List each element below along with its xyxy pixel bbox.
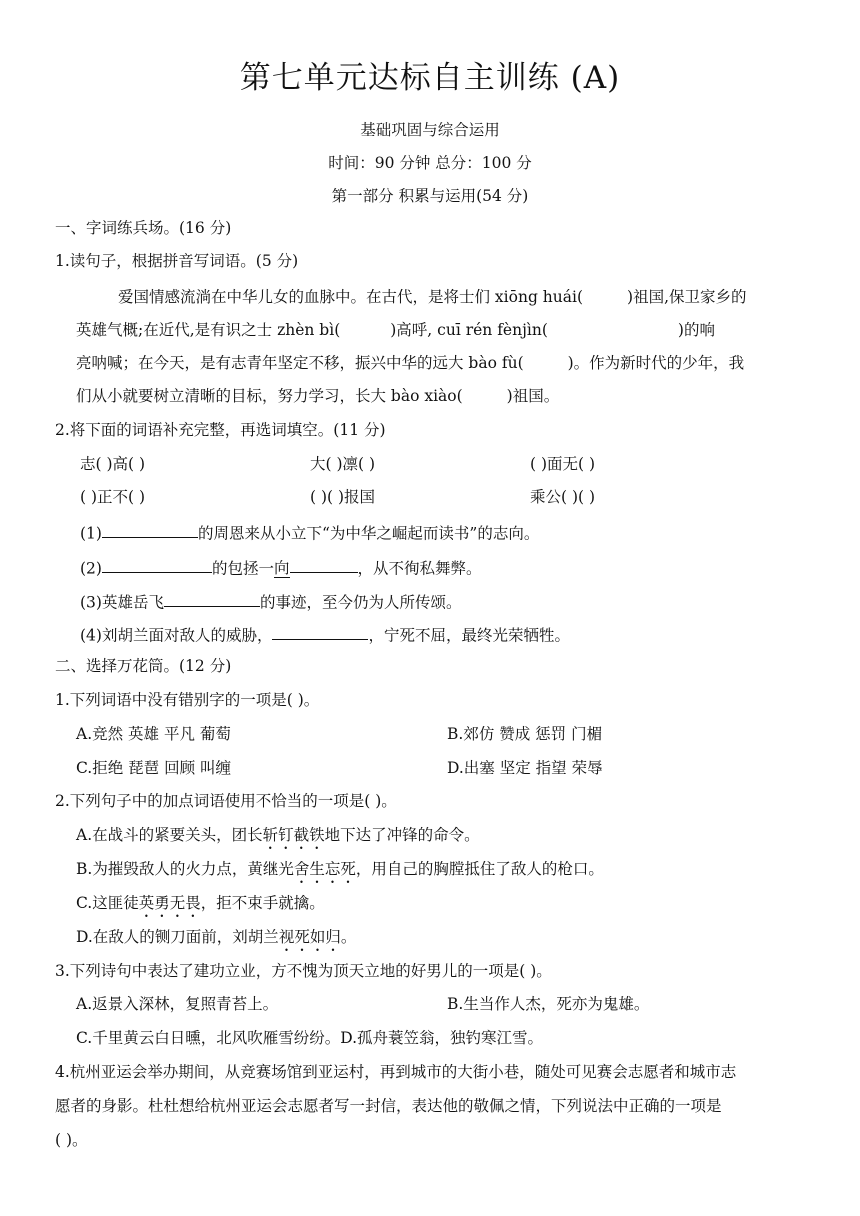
mc1-option-b[interactable]: B.郊仿 赞成 惩罚 门楣: [447, 725, 603, 743]
idiom-3[interactable]: ( )面无( ): [530, 455, 596, 473]
mc4-line-2: 愿者的身影。杜杜想给杭州亚运会志愿者写一封信，表达他的敬佩之情，下列说法中正确的一项是: [55, 1097, 722, 1115]
answer-blank[interactable]: [102, 521, 198, 538]
idiom-2[interactable]: 大( )凛( ): [310, 455, 376, 473]
mc3-option-b[interactable]: B.生当作人杰，死亦为鬼雄。: [447, 995, 650, 1013]
mc4-line-1: 4.杭州亚运会举办期间，从竞赛场馆到亚运村，再到城市的大街小巷，随处可见赛会志愿者和城市志: [55, 1063, 737, 1081]
idiom-5[interactable]: ( )( )报国: [310, 488, 376, 506]
q1-prompt: 1.读句子，根据拼音写词语。(5 分): [55, 252, 299, 270]
idiom-4[interactable]: ( )正不( ): [80, 488, 146, 506]
q1-line-4: 们从小就要树立清晰的目标，努力学习，长大 bào xiào( )祖国。: [76, 387, 560, 405]
answer-blank[interactable]: [272, 623, 368, 640]
idiom-1[interactable]: 志( )高( ): [80, 455, 146, 473]
fill-sentence-4: (4)刘胡兰面对敌人的威胁， ，宁死不屈，最终光荣牺牲。: [80, 623, 570, 645]
fill-sentence-2: (2) 的包拯一向 ，从不徇私舞弊。: [80, 556, 482, 578]
section1-heading: 一、字词练兵场。(16 分): [55, 219, 232, 237]
fill-sentence-1: (1) 的周恩来从小立下“为中华之崛起而读书”的志向。: [80, 521, 539, 543]
time-score-line: 时间：90 分钟 总分：100 分: [328, 154, 532, 172]
idiom-6[interactable]: 乘公( )( ): [530, 488, 596, 506]
part-one-heading: 第一部分 积累与运用(54 分): [331, 187, 529, 205]
answer-blank[interactable]: [290, 556, 358, 573]
mc1-option-c[interactable]: C.拒绝 琵琶 回顾 叫缠: [76, 759, 232, 777]
q1-line-3: 亮呐喊；在今天，是有志青年坚定不移，振兴中华的远大 bào fù( )。作为新时代的少年，我: [76, 354, 745, 372]
answer-blank[interactable]: [164, 590, 260, 607]
q1-line-1: 爱国情感流淌在中华儿女的血脉中。在古代，是将士们 xiōng huái( )祖国,保卫家乡的: [118, 288, 747, 306]
fill-sentence-3: (3)英雄岳飞 的事迹，至今仍为人所传颂。: [80, 590, 461, 612]
mc4-line-3: ( )。: [55, 1131, 88, 1149]
mc2-prompt: 2.下列句子中的加点词语使用不恰当的一项是( )。: [55, 792, 397, 810]
section2-heading: 二、选择万花筒。(12 分): [55, 657, 232, 675]
mc2-option-a[interactable]: A.在战斗的紧要关头，团长斩钉截铁地下达了冲锋的命令。: [76, 826, 480, 844]
mc2-option-d[interactable]: D.在敌人的铡刀面前，刘胡兰视死如归。: [76, 928, 357, 946]
q2-prompt: 2.将下面的词语补充完整，再选词填空。(11 分): [55, 421, 386, 439]
mc3-prompt: 3.下列诗句中表达了建功立业，方不愧为顶天立地的好男儿的一项是( )。: [55, 962, 552, 980]
answer-blank[interactable]: [102, 556, 212, 573]
mc2-option-c[interactable]: C.这匪徒英勇无畏，拒不束手就擒。: [76, 894, 325, 912]
mc3-option-cd[interactable]: C.千里黄云白日曛，北风吹雁雪纷纷。D.孤舟蓑笠翁，独钓寒江雪。: [76, 1029, 544, 1047]
mc1-option-d[interactable]: D.出塞 坚定 指望 荣辱: [447, 759, 603, 777]
mc1-prompt: 1.下列词语中没有错别字的一项是( )。: [55, 691, 320, 709]
page-title: 第七单元达标自主训练 (A): [239, 60, 621, 96]
page-subtitle: 基础巩固与综合运用: [360, 121, 500, 139]
q1-line-2: 英雄气概;在近代,是有识之士 zhèn bì( )高呼, cuī rén fènjìn( )的响: [76, 321, 715, 339]
mc3-option-a[interactable]: A.返景入深林，复照青苔上。: [76, 995, 279, 1013]
mc2-option-b[interactable]: B.为摧毁敌人的火力点，黄继光舍生忘死，用自己的胸膛抵住了敌人的枪口。: [76, 860, 604, 878]
mc1-option-a[interactable]: A.竞然 英雄 平凡 葡萄: [76, 725, 231, 743]
